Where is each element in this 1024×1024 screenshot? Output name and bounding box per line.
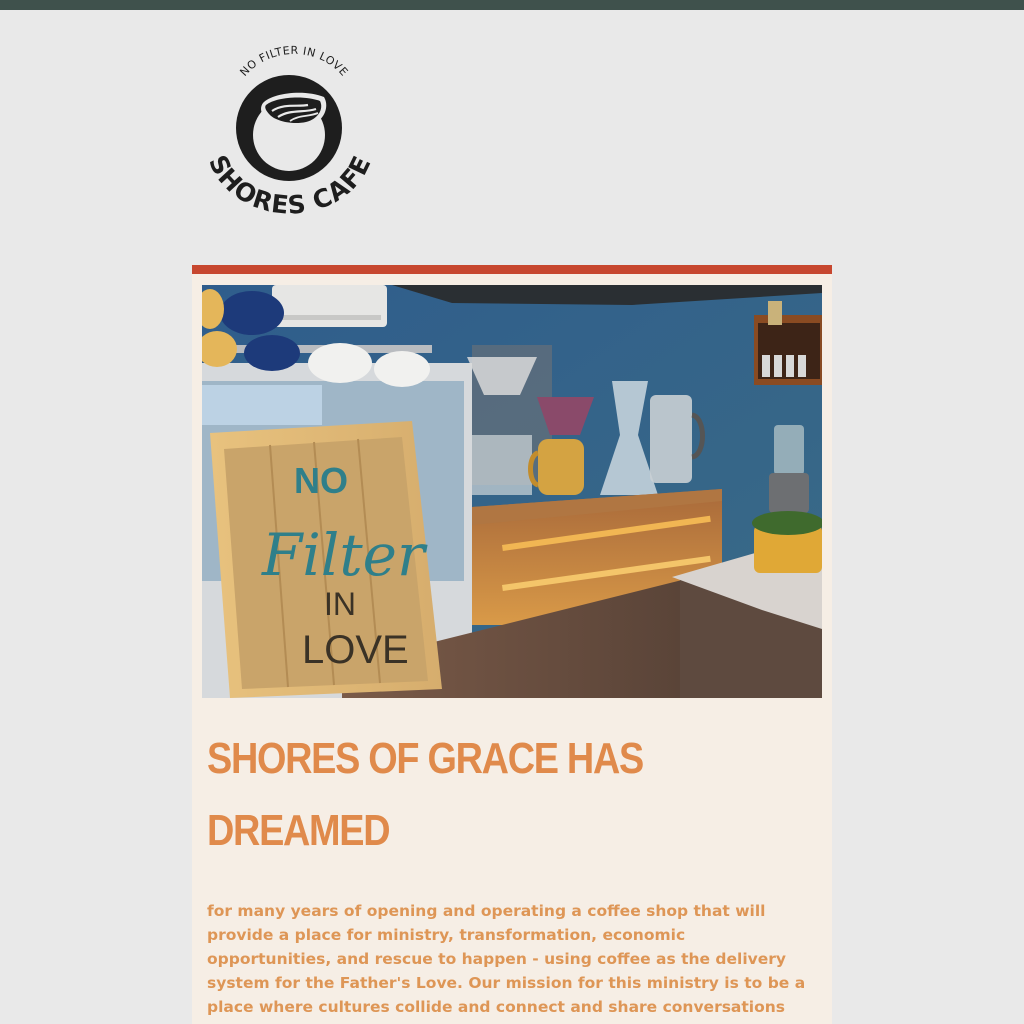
article-heading: SHORES OF GRACE HAS DREAMED (207, 734, 643, 855)
logo-tagline: NO FILTER IN LOVE (237, 45, 351, 79)
sign-text-love: LOVE (302, 628, 409, 672)
logo-brand: SHORES CAFE (203, 150, 377, 220)
sign-text-in: IN (324, 586, 356, 622)
coffee-cup-logo-icon (200, 45, 380, 225)
shores-cafe-logo[interactable] (200, 45, 380, 225)
article-body: for many years of opening and operating a coffee shop that will provide a place for ministry, transformation, economic opportunities, and rescue to happen - using coffee as the delivery system for the Father's Love. Our mission for this ministry is to be a place where cultures collide and connect and share conversations (207, 902, 806, 1016)
hero-image (202, 285, 822, 698)
content-card (192, 265, 832, 1024)
top-bar (0, 0, 1024, 10)
cafe-counter-photo (202, 285, 822, 698)
sign-text-filter: Filter (262, 521, 425, 589)
svg-text:NO FILTER IN LOVE (237, 45, 350, 79)
sign-text-no: NO (294, 460, 348, 501)
card-accent-bar (192, 265, 832, 274)
